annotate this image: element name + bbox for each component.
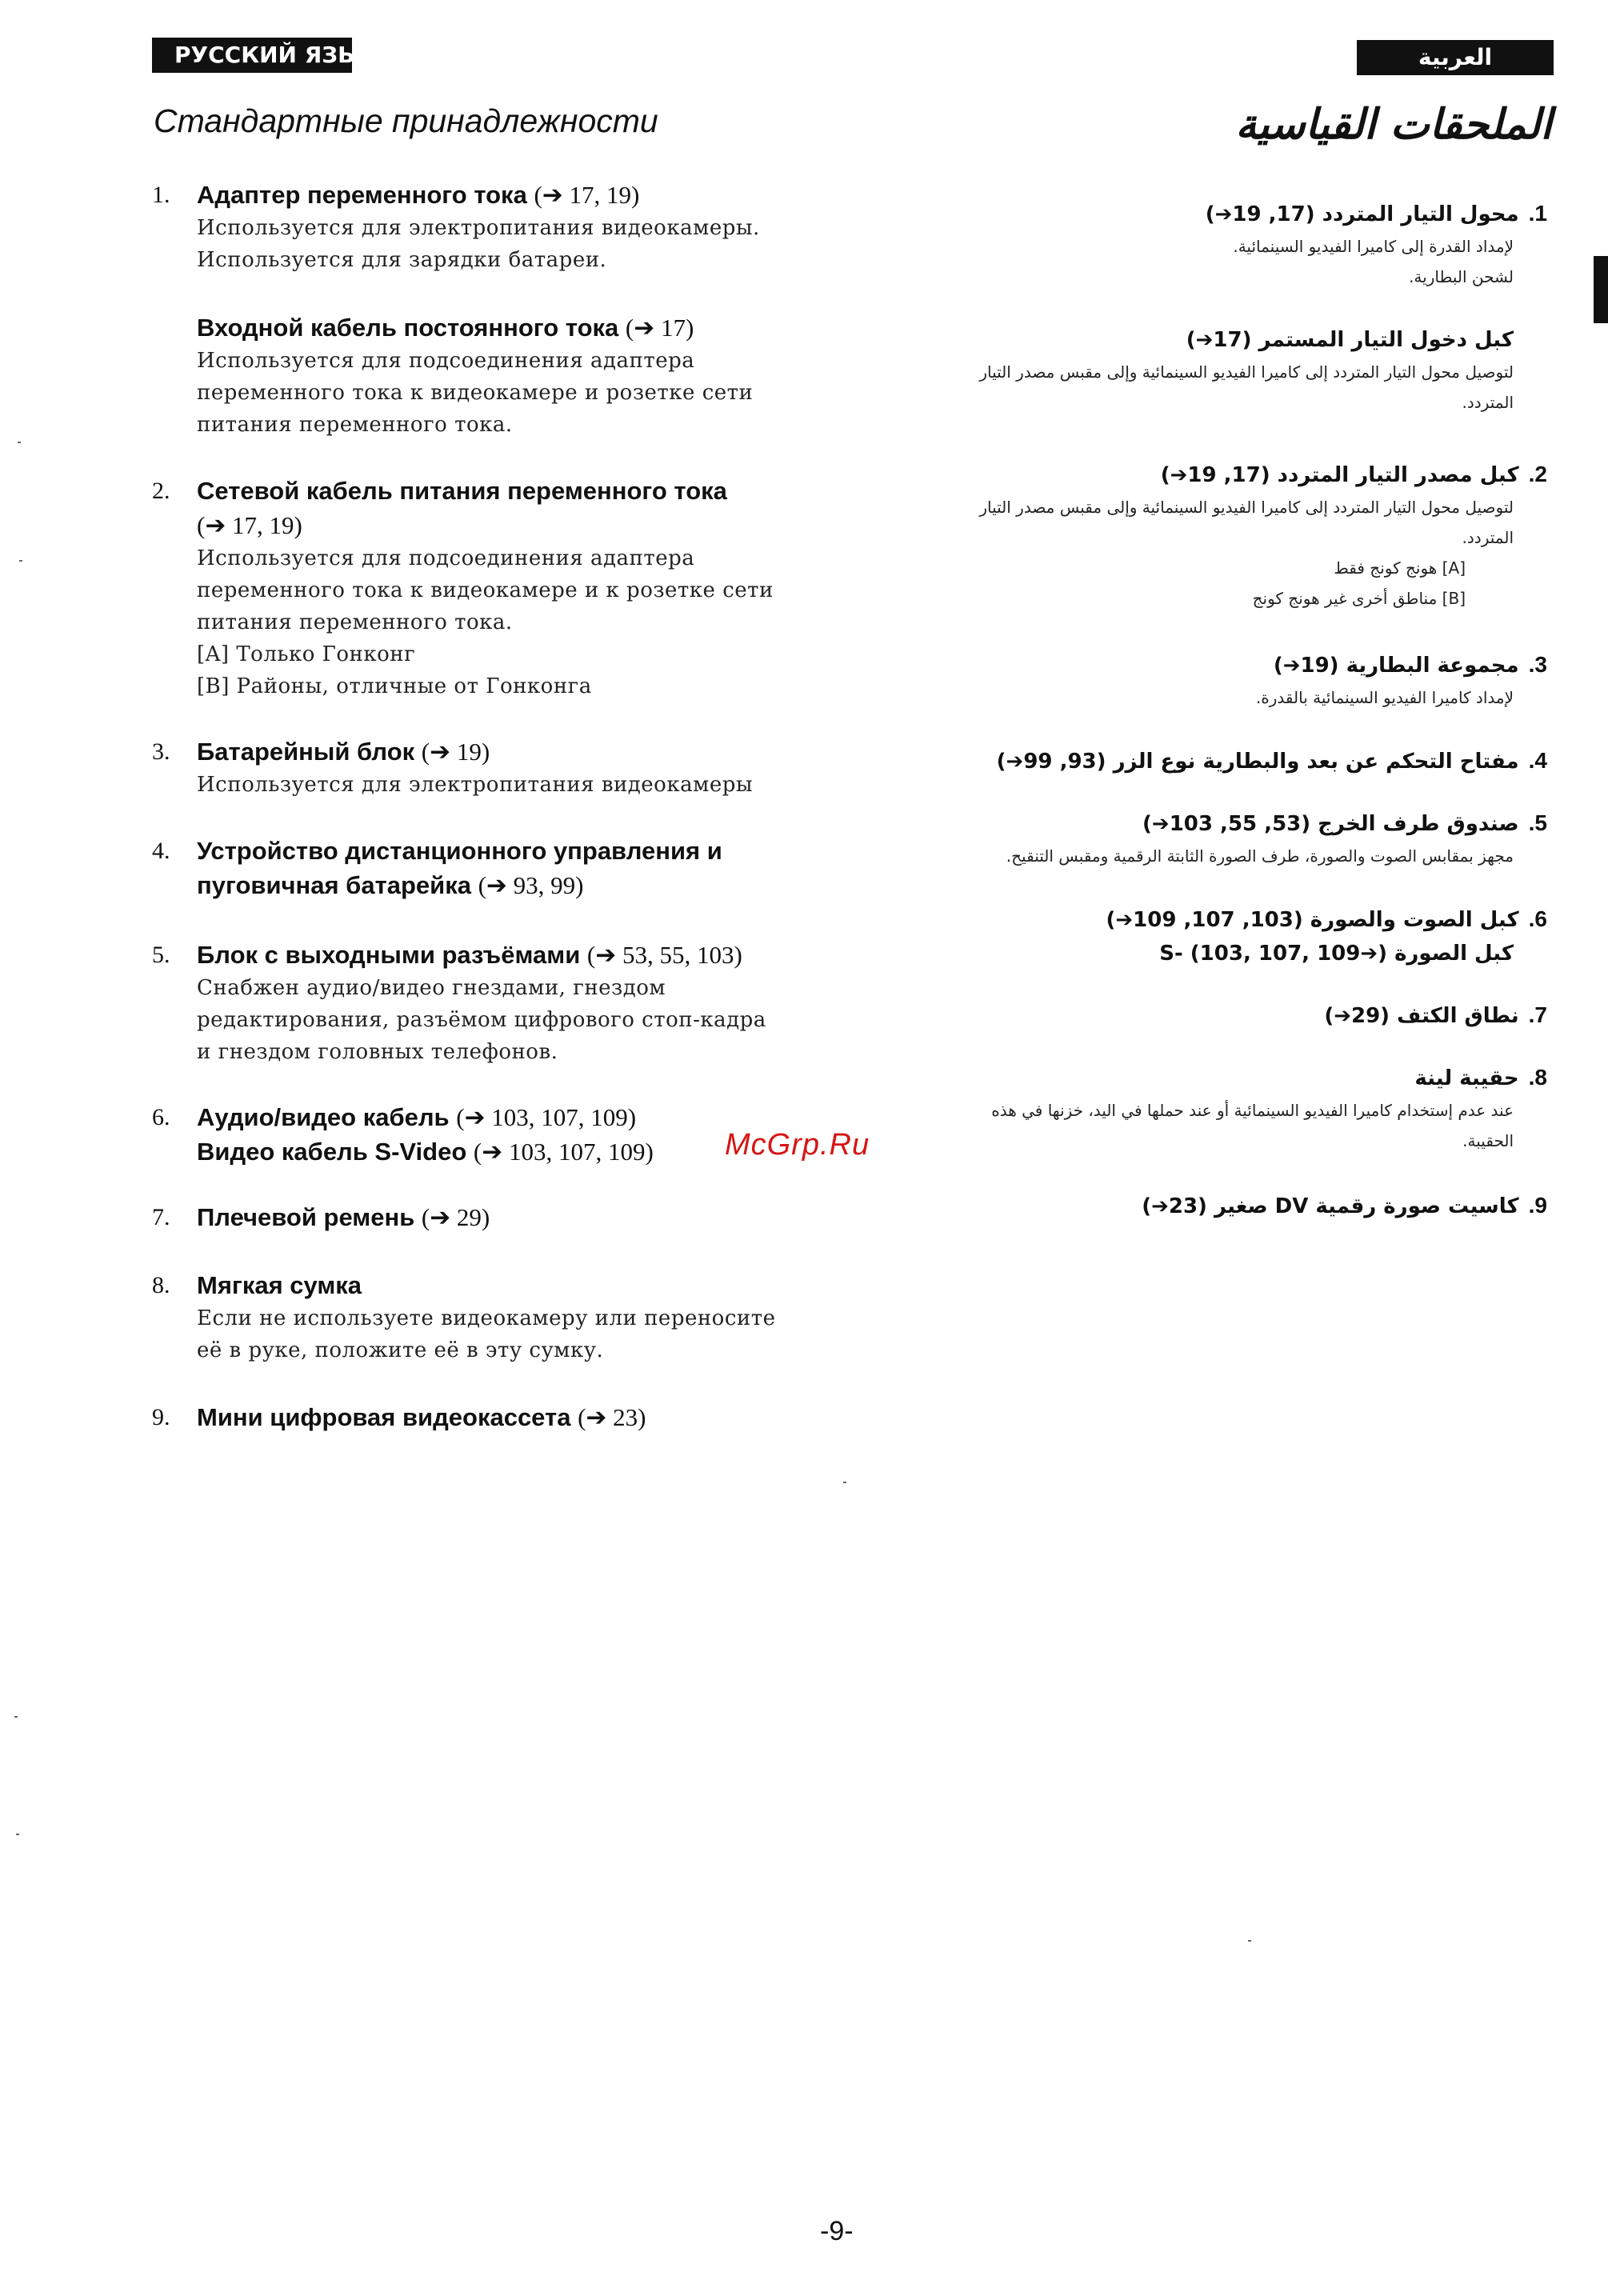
ru-item-number: 4. — [152, 838, 170, 864]
ru-item-heading: Мини цифровая видеокассета (➔ 23) — [197, 1403, 646, 1431]
ru-item-desc-line: переменного тока к видеокамере и к розетке сети — [197, 578, 774, 602]
ar-item-heading: 1.محول التيار المتردد (17, 19➔) — [1205, 201, 1547, 226]
ru-item-heading: Батарейный блок (➔ 19) — [197, 738, 490, 766]
edge-index-mark — [1594, 256, 1608, 323]
ar-item-1-sub — [907, 323, 1547, 418]
ar-item-desc-line: لتوصيل محول التيار المتردد إلى كاميرا الفيديو السينمائية وإلى مقبس مصدر التيار — [979, 362, 1514, 382]
ru-item-1 — [152, 178, 840, 276]
ar-item-6 — [907, 902, 1547, 970]
scan-speck — [16, 1834, 19, 1835]
ru-item-3 — [152, 734, 840, 801]
ru-item-desc-line: редактирования, разъёмом цифрового стоп-кадра — [197, 1008, 766, 1032]
watermark-link[interactable]: McGrp.Ru — [725, 1128, 870, 1162]
ru-item-heading: Входной кабель постоянного тока (➔ 17) — [197, 314, 694, 342]
ar-item-desc-line: عند عدم إستخدام كاميرا الفيديو السينمائية أو عند حملها في اليد، خزنها في هذه — [991, 1101, 1514, 1120]
ru-item-desc-line: переменного тока к видеокамере и розетке сети — [197, 381, 754, 405]
ar-item-desc-line: لإمداد القدرة إلى كاميرا الفيديو السينمائية. — [1233, 237, 1514, 256]
ar-item-desc-line: المتردد. — [1462, 393, 1514, 412]
ar-item-1 — [907, 197, 1547, 292]
ar-item-heading: 5.صندوق طرف الخرج (53, 55, 103➔) — [1142, 810, 1547, 836]
ru-item-heading-2: пуговичная батарейка (➔ 93, 99) — [197, 871, 584, 899]
ru-item-heading: Мягкая сумка — [197, 1271, 362, 1299]
language-tab-russian: РУССКИЙ ЯЗЫК — [152, 38, 352, 73]
ar-item-desc-line: الحقيبة. — [1462, 1131, 1514, 1150]
ru-item-number: 9. — [152, 1404, 170, 1430]
page-number: -9- — [820, 2216, 854, 2246]
ru-item-desc-line: [A] Только Гонконг — [197, 642, 416, 666]
ru-item-desc-line: Используется для электропитания видеокамеры. — [197, 216, 760, 240]
ar-item-desc-line: لشحن البطارية. — [1409, 267, 1514, 286]
scan-speck — [18, 442, 21, 443]
language-tab-arabic: العربية — [1357, 40, 1554, 75]
ru-item-number: 1. — [152, 182, 170, 208]
ar-item-heading: 6.كبل الصوت والصورة (103, 107, 109➔) — [1106, 906, 1547, 932]
scan-speck — [843, 1482, 846, 1483]
ar-item-2 — [907, 458, 1547, 614]
page-title-russian: Стандартные принадлежности — [154, 102, 658, 139]
ru-item-desc-line: Используется для зарядки батареи. — [197, 248, 607, 272]
ar-item-heading-2: كبل الصورة S- (103, 107, 109➔) — [1159, 942, 1514, 966]
ru-item-number: 7. — [152, 1204, 170, 1230]
ar-item-3 — [907, 648, 1547, 713]
ru-item-heading: Блок с выходными разъёмами (➔ 53, 55, 103) — [197, 941, 742, 969]
ar-item-5 — [907, 806, 1547, 871]
ru-item-desc-line: Используется для подсоединения адаптера — [197, 546, 695, 570]
ru-item-number: 3. — [152, 738, 170, 765]
ru-item-desc-line: Снабжен аудио/видео гнездами, гнездом — [197, 976, 666, 1000]
ar-item-heading: 3.مجموعة البطارية (19➔) — [1273, 652, 1547, 678]
ru-item-desc-line: [B] Районы, отличные от Гонконга — [197, 674, 592, 698]
ru-item-desc-line: и гнездом головных телефонов. — [197, 1040, 558, 1064]
ru-item-heading: Устройство дистанционного управления и — [197, 837, 722, 865]
ru-item-desc-line: питания переменного тока. — [197, 610, 513, 634]
ru-item-desc-line: питания переменного тока. — [197, 413, 513, 437]
ru-item-8 — [152, 1268, 840, 1366]
ru-item-heading: Аудио/видео кабель (➔ 103, 107, 109) — [197, 1103, 637, 1131]
ar-item-desc-line: المتردد. — [1462, 528, 1514, 547]
ar-item-heading: 9.كاسيت صورة رقمية DV صغير (23➔) — [1142, 1193, 1547, 1218]
ar-item-7 — [907, 998, 1547, 1033]
ru-item-ref: (➔ 17, 19) — [197, 511, 302, 539]
ru-item-desc-line: Используется для подсоединения адаптера — [197, 349, 695, 373]
ru-item-heading-2: Видео кабель S-Video (➔ 103, 107, 109) — [197, 1138, 654, 1166]
ru-item-number: 6. — [152, 1104, 170, 1130]
ru-item-heading: Сетевой кабель питания переменного тока — [197, 477, 727, 505]
ar-item-heading: 8.حقيبة لينة — [1414, 1065, 1547, 1090]
ar-item-desc-line: [B] مناطق أخرى غير هونج كونج — [1252, 589, 1466, 608]
ru-item-desc-line: Используется для электропитания видеокамеры — [197, 773, 754, 797]
ru-item-9 — [152, 1400, 840, 1434]
ru-item-desc-line: её в руке, положите её в эту сумку. — [197, 1338, 604, 1362]
ar-item-desc-line: لإمداد كاميرا الفيديو السينمائية بالقدرة. — [1255, 688, 1514, 707]
ru-item-number: 5. — [152, 942, 170, 968]
ru-item-heading: Плечевой ремень (➔ 29) — [197, 1203, 490, 1231]
ar-item-8 — [907, 1061, 1547, 1156]
ar-item-9 — [907, 1189, 1547, 1223]
ar-item-heading: كبل دخول التيار المستمر (17➔) — [1186, 328, 1514, 352]
ru-item-1-sub — [197, 310, 837, 441]
scan-speck — [19, 560, 22, 562]
ar-item-desc-line: [A] هونج كونج فقط — [1334, 558, 1466, 578]
ru-item-number: 8. — [152, 1272, 170, 1298]
ru-item-number: 2. — [152, 478, 170, 504]
ru-item-2 — [152, 474, 840, 702]
ru-item-5 — [152, 938, 840, 1068]
ar-item-desc-line: مجهز بمقابس الصوت والصورة، طرف الصورة الثابتة الرقمية ومقبس التنقيح. — [1006, 846, 1514, 866]
ru-item-4 — [152, 834, 840, 902]
ar-item-desc-line: لتوصيل محول التيار المتردد إلى كاميرا الفيديو السينمائية وإلى مقبس مصدر التيار — [979, 498, 1514, 517]
ru-item-7 — [152, 1200, 840, 1234]
page-title-arabic: الملحقات القياسية — [1235, 101, 1552, 149]
ru-item-heading: Адаптер переменного тока (➔ 17, 19) — [197, 181, 640, 209]
scan-speck — [1248, 1940, 1251, 1942]
scan-speck — [14, 1716, 18, 1718]
ru-item-desc-line: Если не используете видеокамеру или переносите — [197, 1306, 776, 1330]
ar-item-heading: 2.كبل مصدر التيار المتردد (17, 19➔) — [1160, 462, 1547, 487]
ar-item-heading: 4.مفتاح التحكم عن بعد والبطارية نوع الزر (93, 99➔) — [996, 748, 1547, 774]
ar-item-4 — [907, 744, 1547, 778]
ar-item-heading: 7.نطاق الكتف (29➔) — [1324, 1002, 1547, 1028]
